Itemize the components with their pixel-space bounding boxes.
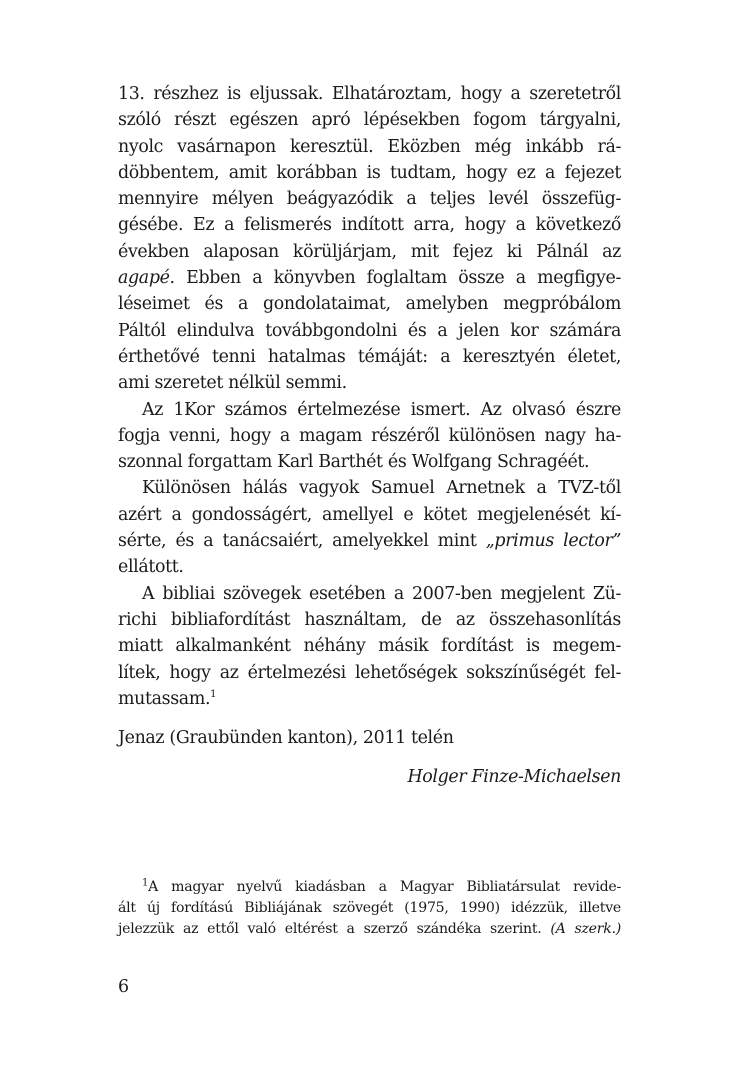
primus-lector: „primus lector” [485, 531, 621, 552]
footnote-line [118, 919, 621, 940]
text-line: Páltól elindulva továbbgondolni és a jelen kor számára [118, 320, 621, 341]
footnote-reference: 1 [210, 689, 217, 701]
text-span: mutassam. [118, 688, 211, 709]
text-line: fogja venni, hogy a magam részéről különösen nagy ha- [118, 425, 621, 446]
text-line: 13. részhez is eljussak. Elhatároztam, hogy a szeretetről [118, 84, 621, 104]
editor-note: (A szerk.) [550, 921, 622, 938]
place-date: Jenaz (Graubünden kanton), 2011 telén [118, 728, 454, 749]
body-text [118, 81, 621, 791]
text-line: azért a gondosságért, amellyel e kötet megjelenését kí- [118, 504, 621, 525]
text-line: Az 1Kor számos értelmezése ismert. Az olvasó észre [142, 399, 621, 420]
text-line: richi bibliafordítást használtam, de az összehasonlítás [118, 609, 621, 630]
text-span: A magyar nyelvű kiadásban a Magyar Bibliatársulat revide- [148, 879, 621, 895]
text-span: Ebben a könyvben foglaltam össze a megfigye- [186, 268, 621, 289]
text-line [118, 528, 621, 554]
footnote-line [118, 877, 621, 898]
footnote-marker: 1 [142, 877, 149, 889]
text-line: nyolc vasárnapon keresztül. Eközben még inkább rá- [118, 136, 621, 157]
text-line: mennyire mélyen beágyazódik a teljes levél összefüg- [118, 189, 621, 210]
text-line [118, 265, 621, 291]
text-line: döbbentem, amit korábban is tudtam, hogy ez a fejezet [118, 162, 621, 183]
paragraph [118, 581, 621, 712]
footnote [118, 877, 621, 941]
text-line: években alaposan körüljárjam, mit fejez ki Pálnál az [118, 241, 621, 262]
text-line: ellátott. [118, 557, 184, 578]
agape-word: agapé. [118, 268, 175, 289]
text-span: sérte, és a tanácsaiért, amelyekkel mint [118, 531, 477, 552]
text-line: A bibliai szövegek esetében a 2007-ben megjelent Zü- [142, 583, 621, 604]
author-name: Holger Finze-Michaelsen [407, 767, 621, 788]
paragraph [118, 475, 621, 580]
footnote-line: ált új fordítású Bibliájának szövegét (1975, 1990) idézzük, illetve [118, 900, 621, 917]
page-number: 6 [118, 977, 130, 997]
paragraph [118, 397, 621, 476]
text-line: léseimet és a gondolataimat, amelyben megpróbálom [118, 294, 621, 315]
text-line: Különösen hálás vagyok Samuel Arnetnek a TVZ-től [142, 478, 621, 499]
text-line [118, 686, 621, 712]
text-line: gésébe. Ez a felismerés indított arra, hogy a következő [118, 215, 621, 236]
text-line: miatt alkalmanként néhány másik fordítást is megem- [118, 636, 621, 657]
author-signature [118, 764, 621, 790]
text-line: érthetővé tenni hatalmas témáját: a keresztyén életet, [118, 346, 621, 367]
text-line: szóló részt egészen apró lépésekben fogom tárgyalni, [118, 110, 621, 131]
text-line: lítek, hogy az értelmezési lehetőségek sokszínűségét fel- [118, 662, 621, 683]
text-line: ami szeretet nélkül semmi. [118, 373, 347, 394]
text-span: jelezzük az ettől való eltérést a szerző szándéka szerint. [118, 921, 542, 938]
text-line: szonnal forgattam Karl Barthét és Wolfgang Schragéét. [118, 452, 590, 473]
paragraph [118, 81, 621, 397]
